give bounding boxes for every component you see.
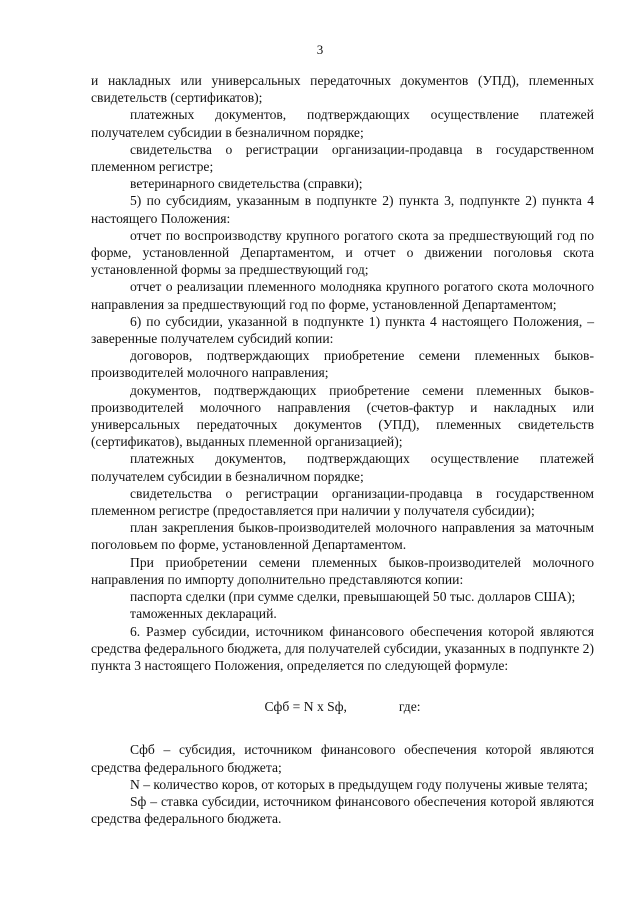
paragraph: платежных документов, подтверждающих осуществление платежей получателем субсидии в безналичном порядке; [91, 451, 594, 484]
paragraph: отчет по воспроизводству крупного рогатого скота за предшествующий год по форме, установленной Департаментом, и отчет о движении поголовья скота установленной формы за предшествующий год; [91, 227, 594, 278]
paragraph: ветеринарного свидетельства (справки); [130, 176, 363, 192]
formula-suffix: где: [398, 699, 421, 715]
definition: Сфб – субсидия, источником финансового обеспечения которой являются средства федерального бюджета; [91, 742, 594, 775]
paragraph: отчет о реализации племенного молодняка крупного рогатого скота молочного направления за предшествующий год по форме, установленной Департаментом; [91, 279, 594, 312]
paragraph: свидетельства о регистрации организации-продавца в государственном племенном регистре; [91, 141, 594, 175]
paragraph: таможенных деклараций. [130, 606, 277, 622]
paragraph: 5) по субсидиям, указанным в подпункте 2) пункта 3, подпункте 2) пункта 4 настоящего Положения: [91, 193, 594, 226]
paragraph: 6. Размер субсидии, источником финансового обеспечения которой являются средства федерального бюджета, для получателей субсидии, указанных в подпункте 2) пункта 3 настоящего Положения, определяется по следующей формуле: [91, 623, 594, 673]
paragraph: план закрепления быков-производителей молочного направления за маточным поголовьем по форме, установленной Департаментом. [91, 520, 594, 553]
paragraph: паспорта сделки (при сумме сделки, превышающей 50 тыс. долларов США); [130, 589, 576, 605]
formula-expression: Сфб = N x Sф, [264, 699, 347, 715]
paragraph: документов, подтверждающих приобретение семени племенных быков-производителей молочного направления (счетов-фактур и накладных или универсальных передаточных документов (УПД), племенных свидетельств (сертификатов), выданных племенной организацией); [91, 382, 594, 450]
paragraph: платежных документов, подтверждающих осуществление платежей получателем субсидии в безналичном порядке; [91, 107, 594, 140]
paragraph: и накладных или универсальных передаточных документов (УПД), племенных свидетельств (сертификатов); [91, 73, 594, 106]
paragraph: При приобретении семени племенных быков-производителей молочного направления по импорту дополнительно представляются копии: [91, 554, 594, 587]
formula [91, 698, 594, 715]
definition: N – количество коров, от которых в предыдущем году получены живые телята; [130, 776, 588, 792]
paragraph: договоров, подтверждающих приобретение семени племенных быков-производителей молочного направления; [91, 348, 594, 381]
paragraph: свидетельства о регистрации организации-продавца в государственном племенном регистре (предоставляется при наличии у получателя субсидии); [91, 485, 594, 519]
paragraph: 6) по субсидии, указанной в подпункте 1) пункта 4 настоящего Положения, – заверенные получателем субсидий копии: [91, 313, 594, 347]
document-body [91, 72, 594, 827]
page-number: 3 [316, 42, 324, 57]
definition: Sф – ставка субсидии, источником финансового обеспечения которой являются средства федерального бюджета. [91, 793, 594, 827]
